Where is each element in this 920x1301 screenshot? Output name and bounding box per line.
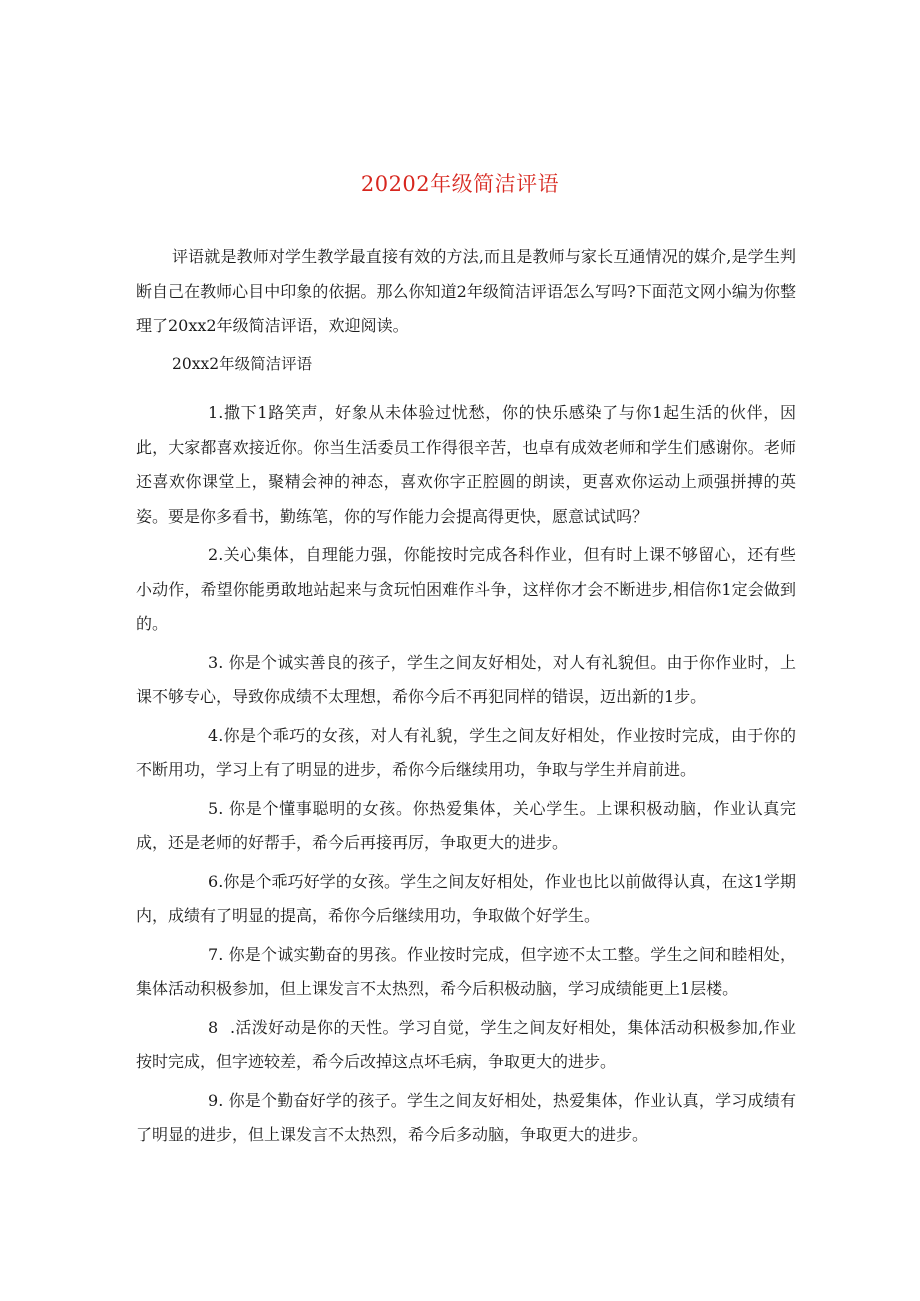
comment-item bbox=[136, 792, 796, 861]
section-subheading: 20xx2年级简洁评语 bbox=[172, 354, 313, 373]
comment-number: 5 bbox=[208, 798, 219, 818]
comment-item bbox=[136, 1011, 796, 1080]
comment-text: . 你是个诚实勤奋的男孩。作业按时完成，但字迹不太工整。学生之间和睦相处，集体活动积极参加，但上课发言不太热烈，希今后积极动脑，学习成绩能更上1层楼。 bbox=[136, 944, 796, 998]
comment-item bbox=[136, 538, 796, 642]
comment-number: 4 bbox=[208, 725, 219, 745]
document-body bbox=[136, 240, 796, 1157]
comment-text: . 你是个懂事聪明的女孩。你热爱集体，关心学生。上课积极动脑，作业认真完成，还是老师的好帮手，希今后再接再厉，争取更大的进步。 bbox=[136, 798, 796, 852]
comment-text: .活泼好动是你的天性。学习自觉，学生之间友好相处，集体活动积极参加,作业按时完成，但字迹较差，希今后改掉这点坏毛病，争取更大的进步。 bbox=[136, 1017, 796, 1071]
comment-number: 7 bbox=[208, 944, 219, 964]
comment-item bbox=[136, 865, 796, 934]
comment-text: . 你是个勤奋好学的孩子。学生之间友好相处，热爱集体，作业认真，学习成绩有了明显的进步，但上课发言不太热烈，希今后多动脑，争取更大的进步。 bbox=[136, 1090, 796, 1144]
comment-number: 3 bbox=[208, 652, 219, 672]
comment-item bbox=[136, 396, 796, 534]
comment-text: .你是个乖巧好学的女孩。学生之间友好相处，作业也比以前做得认真，在这1学期内，成绩有了明显的提高，希你今后继续用功，争取做个好学生。 bbox=[136, 871, 796, 925]
comment-number: 1 bbox=[208, 403, 219, 422]
comment-text: .你是个乖巧的女孩，对人有礼貌，学生之间友好相处，作业按时完成，由于你的不断用功，学习上有了明显的进步，希你今后继续用功，争取与学生并肩前进。 bbox=[136, 725, 796, 779]
document-title: 20202年级简洁评语 bbox=[360, 172, 560, 196]
comment-number: 9 bbox=[208, 1090, 219, 1110]
comment-item bbox=[136, 1084, 796, 1153]
comment-number: 8 bbox=[208, 1017, 219, 1037]
comment-number: 2 bbox=[208, 545, 219, 564]
comment-text: .关心集体，自理能力强，你能按时完成各科作业，但有时上课不够留心，还有些小动作，希望你能勇敢地站起来与贪玩怕困难作斗争，这样你才会不断进步,相信你1定会做到的。 bbox=[136, 545, 796, 633]
comment-item bbox=[136, 938, 796, 1007]
comment-list bbox=[136, 396, 796, 1153]
comment-text: .撒下1路笑声，好象从未体验过忧愁，你的快乐感染了与你1起生活的伙伴，因此，大家都喜欢接近你。你当生活委员工作得很辛苦，也卓有成效老师和学生们感谢你。老师还喜欢你课堂上，聚精会神的神态，喜欢你字正腔圆的朗读，更喜欢你运动上顽强拼搏的英姿。要是你多看书，勤练笔，你的写作能力会提高得更快，愿意试试吗？ bbox=[136, 403, 796, 526]
comment-item bbox=[136, 719, 796, 788]
intro-paragraph: 评语就是教师对学生教学最直接有效的方法,而且是教师与家长互通情况的媒介,是学生判断自己在教师心目中印象的依据。那么你知道2年级简洁评语怎么写吗?下面范文网小编为你整理了20xx2年级简洁评语，欢迎阅读。 bbox=[136, 247, 796, 335]
comment-number: 6 bbox=[208, 871, 219, 891]
comment-text: . 你是个诚实善良的孩子，学生之间友好相处，对人有礼貌但。由于你作业时，上课不够专心，导致你成绩不太理想，希你今后不再犯同样的错误，迈出新的1步。 bbox=[136, 652, 796, 706]
comment-item bbox=[136, 646, 796, 715]
